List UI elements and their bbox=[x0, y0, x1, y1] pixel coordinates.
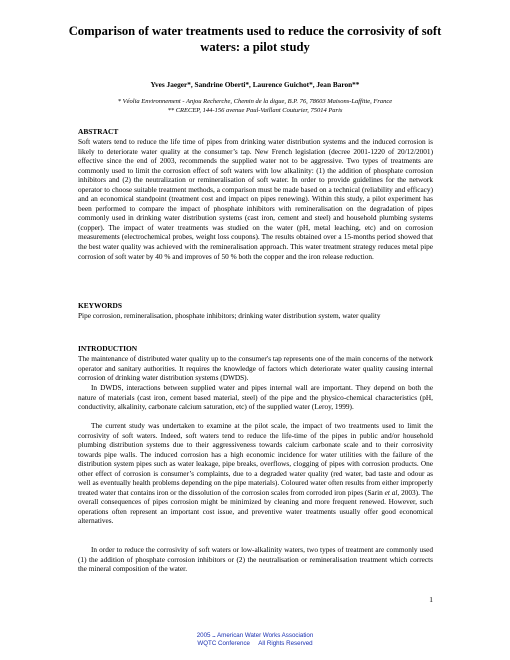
paper-title: Comparison of water treatments used to reduce the corrosivity of soft waters: a pilot study bbox=[68, 24, 442, 54]
keywords-heading: KEYWORDS bbox=[78, 301, 122, 310]
footer-year: 2005 bbox=[196, 632, 211, 639]
keywords-text: Pipe corrosion, remineralisation, phosphate inhibitors; drinking water distribution system, water quality bbox=[78, 311, 381, 320]
footer-separator: .. bbox=[212, 632, 216, 639]
intro-paragraph-2: In DWDS, interactions between supplied water and pipes internal wall are important. They depend on both the nature of materials (cast iron, cement based material, steel) of the pipe and the physico-chemical characteristics (pH, conductivity, alkalinity, carbonate calcium saturation, etc) of the supplied water (Leroy, 1999). bbox=[78, 383, 433, 412]
intro-paragraph-1: The maintenance of distributed water quality up to the consumer's tap represents one of the main concerns of the network operator and sanitary authorities. It requires the knowledge of factors which deteriorate water quality causing internal corrosion of drinking water distribution systems (DWDS). bbox=[78, 354, 433, 383]
footer-rights: All Rights Reserved bbox=[258, 640, 313, 647]
author-list: Yves Jaeger*, Sandrine Oberti*, Laurence Guichot*, Jean Baron** bbox=[150, 80, 360, 89]
introduction-heading: INTRODUCTION bbox=[78, 344, 138, 353]
footer-line-1 bbox=[0, 632, 510, 640]
intro-paragraph-4: In order to reduce the corrosivity of soft waters or low-alkalinity waters, two types of treatment are commonly used (1) the addition of phosphate corrosion inhibitors or (2) the neutralisation or remineralisation treatment which corrects the mineral composition of the water. bbox=[78, 545, 433, 574]
intro-paragraph-3 bbox=[78, 421, 433, 526]
footer-conference: WQTC Conference bbox=[197, 640, 250, 647]
intro-paragraph-3-part-a: The current study was undertaken to examine at the pilot scale, the impact of two treatments used to limit the corrosivity of soft waters. Indeed, soft waters tend to reduce the life-time of the pipes in public and/or household plumbing distribution systems due to their aggressiveness towards calcium carbonate scale and to their corrosivity towards pipe walls. The induced corrosion has a high economic incidence for water utilities with the failure of the distribution system pipes such as water leakage, pipe breaks, overflows, clogging of pipes with corrosion products. One other effect of corrosion is consumer’s complaints, due to a degraded water quality (red water, bad taste and odour as well as eventually health problems depending on the pipe materials). Coloured water often results from either improperly treated water that contains iron or the dissolution of the corrosion scales from corroded iron pipes (Sarin bbox=[78, 421, 433, 497]
citation-et-al: et al, bbox=[384, 487, 400, 497]
copyright-footer bbox=[0, 632, 510, 648]
affiliation-1: * Véolia Environnement - Anjou Recherche, Chemin de la digue, B.P. 76, 78603 Maisons-Laffitte, France bbox=[117, 98, 393, 105]
abstract-heading: ABSTRACT bbox=[78, 127, 119, 136]
footer-organization: American Water Works Association bbox=[217, 632, 314, 639]
page-number: 1 bbox=[429, 595, 433, 604]
abstract-text: Soft waters tend to reduce the life time of pipes from drinking water distribution systems and the induced corrosion is likely to deteriorate water quality at the consumer’s tap. New French legislation (decree 2001-1220 of 20/12/2001) effective since the end of 2003, recommends the supplied water not to be aggressive. Two types of treatments are commonly used to limit the corrosion effect of soft waters with low alkalinity: (1) the addition of phosphate corrosion inhibitors and (2) the neutralization or remineralisation of soft water. In order to provide guidelines for the network operator to choose suitable treatment methods, a comparison must be made based on a technical (reliability and efficacy) and an economical standpoint (treatment cost and impact on pipes renewing). Within this study, a pilot experiment has been performed to compare the impact of phosphate inhibitors with remineralisation on the degradation of pipes commonly used in drinking water distribution systems (cast iron, cement and steel) and household plumbing systems (copper). The impact of water treatments was studied on the water (pH, metal leaching, etc) and on corrosion measurements (electrochemical probes, weight loss coupons). The results obtained over a 15-months period showed that the best water quality was achieved with the remineralisation approach. This water treatment strategy reduces metal pipe corrosion of soft water by 40 % and improves of 50 % both the copper and the iron release reduction. bbox=[78, 137, 433, 261]
intro-paragraph-3-part-b: 2003). The overall consequences of pipes corrosion might be minimized by cleaning and more frequent renewed. However, such operations often represent an important cost issue, and preventive water treatments usually offer good economical alternatives. bbox=[78, 487, 433, 526]
affiliation-2: ** CRECEP, 144-156 avenue Paul-Vaillant Couturier, 75014 Paris bbox=[167, 107, 343, 114]
footer-line-2 bbox=[0, 640, 510, 648]
